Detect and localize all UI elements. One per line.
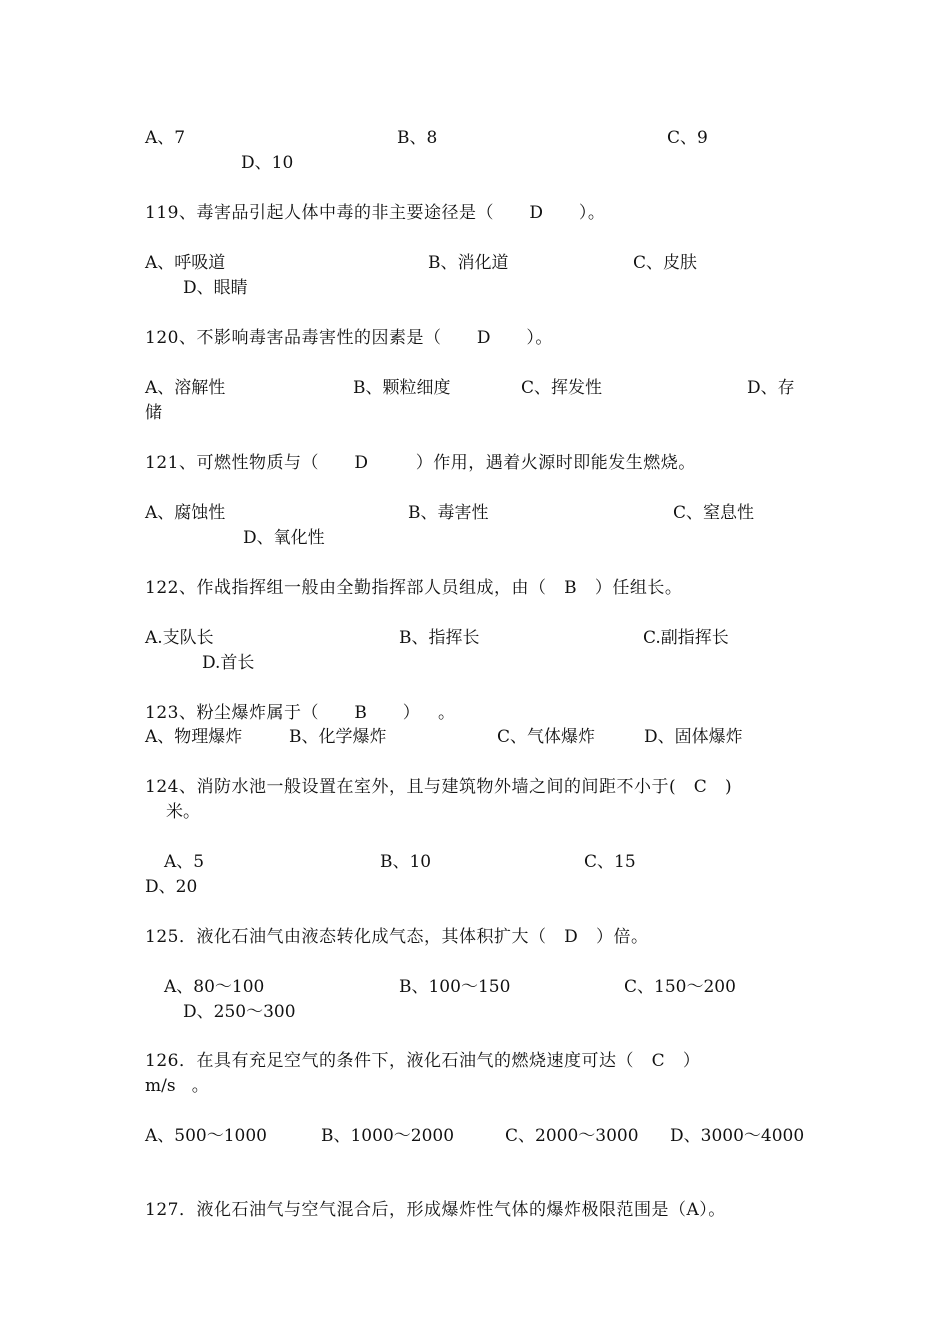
q121-option-b: B、毒害性	[408, 503, 489, 523]
q121-option-d: D、氧化性	[243, 528, 325, 548]
q123-stem: 123、粉尘爆炸属于（ B ） 。	[145, 703, 456, 723]
q125-option-d: D、250～300	[183, 1002, 296, 1022]
q126-stem: 126．在具有充足空气的条件下，液化石油气的燃烧速度可达（ C ）	[145, 1051, 701, 1071]
q120-option-d-wrap: 储	[145, 403, 162, 423]
q120-option-c: C、挥发性	[521, 378, 603, 398]
q119-option-a: A、呼吸道	[145, 253, 226, 273]
q120-option-a: A、溶解性	[145, 378, 226, 398]
q125-stem: 125．液化石油气由液态转化成气态，其体积扩大（ D ）倍。	[145, 927, 649, 947]
q119-option-c: C、皮肤	[633, 253, 698, 273]
q124-option-d: D、20	[145, 877, 198, 897]
q124-option-c: C、15	[584, 852, 636, 872]
q121-option-c: C、窒息性	[673, 503, 755, 523]
q125-option-a: A、80～100	[164, 977, 265, 997]
q122-stem: 122、作战指挥组一般由全勤指挥部人员组成，由（ B ）任组长。	[145, 578, 683, 598]
q118-option-c: C、9	[667, 128, 708, 148]
q122-option-c: C.副指挥长	[643, 628, 729, 648]
q122-option-b: B、指挥长	[399, 628, 480, 648]
q126-stem-wrap: m/s 。	[145, 1076, 209, 1096]
q125-option-c: C、150～200	[624, 977, 736, 997]
q120-stem: 120、不影响毒害品毒害性的因素是（ D ）。	[145, 328, 553, 348]
q118-option-a: A、7	[145, 128, 186, 148]
q123-option-c: C、气体爆炸	[497, 727, 596, 747]
q126-option-a: A、500～1000	[145, 1126, 267, 1146]
q127-stem: 127．液化石油气与空气混合后，形成爆炸性气体的爆炸极限范围是（A）。	[145, 1200, 726, 1220]
q118-option-b: B、8	[397, 128, 438, 148]
q119-stem: 119、毒害品引起人体中毒的非主要途径是（ D ）。	[145, 203, 606, 223]
q120-option-b: B、颗粒细度	[353, 378, 451, 398]
q121-stem: 121、可燃性物质与（ D ）作用，遇着火源时即能发生燃烧。	[145, 453, 696, 473]
q124-stem: 124、消防水池一般设置在室外，且与建筑物外墙之间的间距不小于( C )	[145, 777, 733, 797]
q124-option-b: B、10	[380, 852, 432, 872]
q125-option-b: B、100～150	[399, 977, 511, 997]
q119-option-d: D、眼睛	[183, 278, 248, 298]
q118-option-d: D、10	[241, 153, 294, 173]
q123-option-b: B、化学爆炸	[289, 727, 387, 747]
q126-option-d: D、3000～4000	[670, 1126, 805, 1146]
q123-option-d: D、固体爆炸	[644, 727, 743, 747]
q123-option-a: A、物理爆炸	[145, 727, 243, 747]
q120-option-d: D、存	[747, 378, 795, 398]
q122-option-a: A.支队长	[145, 628, 214, 648]
q122-option-d: D.首长	[202, 653, 255, 673]
q126-option-c: C、2000～3000	[505, 1126, 639, 1146]
q121-option-a: A、腐蚀性	[145, 503, 226, 523]
q119-option-b: B、消化道	[428, 253, 509, 273]
q124-option-a: A、5	[164, 852, 205, 872]
q126-option-b: B、1000～2000	[321, 1126, 455, 1146]
q124-stem-wrap: 米。	[166, 802, 200, 822]
